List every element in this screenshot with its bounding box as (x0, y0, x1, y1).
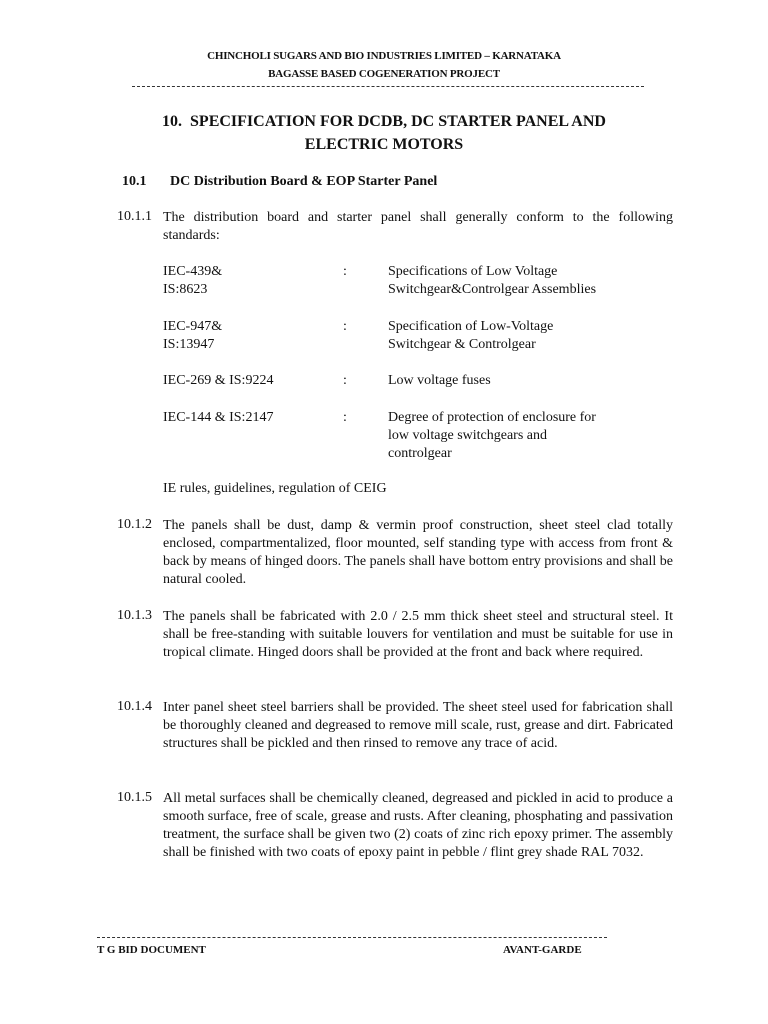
header-company: CHINCHOLI SUGARS AND BIO INDUSTRIES LIMITED – KARNATAKA (207, 50, 561, 62)
header-divider (132, 86, 644, 87)
standard-colon: : (343, 373, 347, 388)
paragraph-number: 10.1.3 (117, 608, 152, 623)
paragraph-number: 10.1.2 (117, 517, 152, 532)
page-title (100, 110, 668, 156)
standard-colon: : (343, 410, 347, 425)
standard-description: Specification of Low-Voltage Switchgear & Controlgear (388, 319, 554, 352)
paragraph-text: The panels shall be fabricated with 2.0 / 2.5 mm thick sheet steel and structural steel. It shall be free-standing with suitable louvers for ventilation and must be suitable for use in tropical climate. Hinged doors shall be provided at the front and back where required. (163, 609, 673, 660)
standard-description: Degree of protection of enclosure for low voltage switchgears and controlgear (388, 410, 596, 461)
paragraph-text: The distribution board and starter panel shall generally conform to the following standards: (163, 210, 673, 243)
ie-rules-line: IE rules, guidelines, regulation of CEIG (163, 481, 387, 496)
standard-code: IEC-439& IS:8623 (163, 264, 223, 297)
standard-description: Specifications of Low Voltage Switchgear&Controlgear Assemblies (388, 264, 597, 297)
standard-code: IEC-269 & IS:9224 (163, 373, 274, 388)
footer-divider (97, 937, 607, 938)
title-line-1: SPECIFICATION FOR DCDB, DC STARTER PANEL AND (190, 113, 606, 130)
standard-code: IEC-947& IS:13947 (163, 319, 223, 352)
section-number: 10.1 (122, 174, 147, 189)
title-line-2: ELECTRIC MOTORS (304, 136, 464, 153)
section-title: DC Distribution Board & EOP Starter Panel (170, 174, 438, 189)
paragraph-number: 10.1.1 (117, 209, 152, 224)
paragraph-text: Inter panel sheet steel barriers shall be provided. The sheet steel used for fabrication shall be thoroughly cleaned and degreased to remove mill scale, rust, grease and dirt. Fabricated structures shall be pickled and then rinsed to remove any trace of acid. (163, 700, 673, 751)
paragraph-number: 10.1.5 (117, 790, 152, 805)
standard-description: Low voltage fuses (388, 373, 491, 388)
footer-document-label: T G BID DOCUMENT (97, 944, 206, 956)
standard-code: IEC-144 & IS:2147 (163, 410, 274, 425)
paragraph-text: All metal surfaces shall be chemically cleaned, degreased and pickled in acid to produce a smooth surface, free of scale, grease and rusts. After cleaning, phosphating and passivation treatment, the surface shall be given two (2) coats of zinc rich epoxy primer. The assembly shall be finished with two coats of epoxy paint in pebble / flint grey shade RAL 7032. (163, 791, 673, 860)
paragraph-text: The panels shall be dust, damp & vermin proof construction, sheet steel clad totally enclosed, compartmentalized, floor mounted, self standing type with access from front & back by means of hinged doors. The panels shall have bottom entry provisions and shall be natural cooled. (163, 518, 673, 587)
paragraph-number: 10.1.4 (117, 699, 152, 714)
header-project: BAGASSE BASED COGENERATION PROJECT (268, 68, 500, 80)
standard-colon: : (343, 319, 347, 334)
title-number: 10. (162, 113, 183, 130)
standard-colon: : (343, 264, 347, 279)
footer-company-label: AVANT-GARDE (503, 944, 582, 956)
